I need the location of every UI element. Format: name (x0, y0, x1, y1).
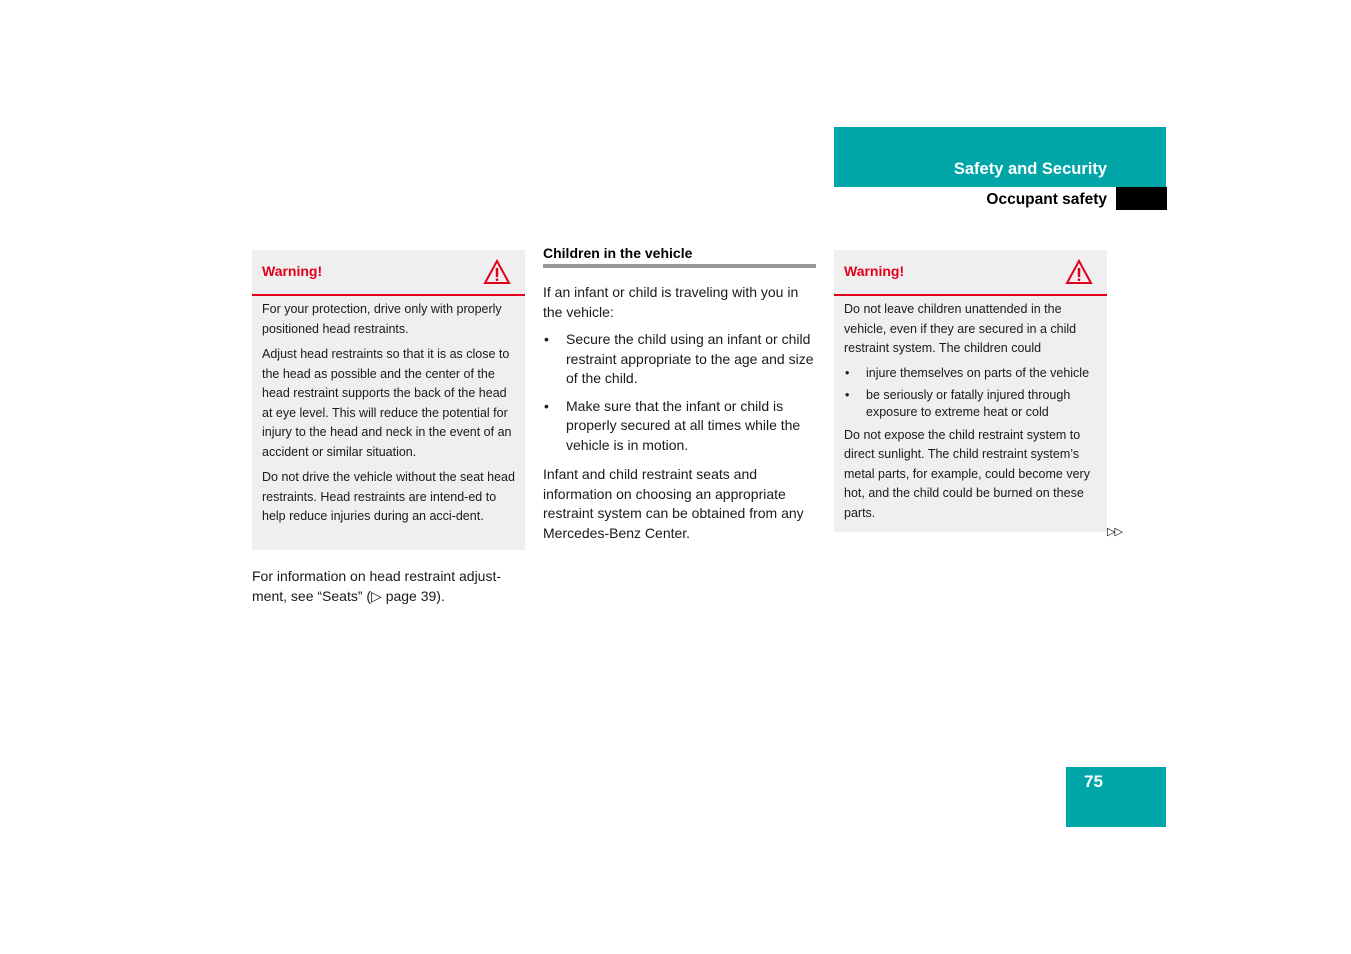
warning-body (252, 296, 525, 541)
warning-paragraph: Do not drive the vehicle without the seat head restraints. Head restraints are intend-ed to help reduce injuries during an acci-dent. (262, 470, 515, 523)
subsection-title: Occupant safety (986, 191, 1107, 208)
section-tab-marker (1116, 187, 1167, 210)
children-section (543, 245, 816, 543)
warning-header (252, 250, 525, 296)
warning-triangle-icon (1065, 259, 1093, 285)
children-heading: Children in the vehicle (543, 245, 816, 268)
warning-header (834, 250, 1107, 296)
warning-triangle-icon (483, 259, 511, 285)
warning-paragraph: For your protection, drive only with properly positioned head restraints. (262, 302, 502, 336)
list-item: • Make sure that the infant or child is properly secured at all times while the vehicle is in motion. (543, 397, 816, 456)
page-number: 75 (1084, 772, 1103, 791)
children-closing: Infant and child restraint seats and information on choosing an appropriate restraint system can be obtained from any Mercedes-Benz Center. (543, 466, 804, 541)
page-number-box (1066, 767, 1166, 827)
warning-bullet-list (844, 365, 1097, 421)
continue-arrows-icon: ▷▷ (1107, 526, 1122, 538)
head-restraint-reference: For information on head restraint adjust-ment, see “Seats” (▷ page 39). (252, 568, 502, 604)
warning-paragraph: Do not leave children unattended in the vehicle, even if they are secured in a child restraint system. The children could (844, 302, 1077, 355)
warning-box-children (834, 250, 1107, 532)
warning-title: Warning! (262, 263, 323, 279)
warning-paragraph: Do not expose the child restraint system to direct sunlight. The child restraint system’s metal parts, for example, could become very hot, and the child could be burned on these parts. (844, 427, 1090, 520)
warning-box-head-restraints (252, 250, 525, 550)
list-item: • injure themselves on parts of the vehicle (844, 365, 1097, 382)
warning-body (834, 296, 1107, 537)
warning-paragraph: Adjust head restraints so that it is as close to the head as possible and the center of the head restraint supports the back of the head at eye level. This will reduce the potential for injury to the head and neck in the event of an accident or similar situation. (262, 347, 512, 459)
warning-title: Warning! (844, 263, 905, 279)
children-bullet-list (543, 330, 816, 455)
list-item: • Secure the child using an infant or child restraint appropriate to the age and size of the child. (543, 330, 816, 389)
section-title: Safety and Security (953, 160, 1107, 178)
list-item: • be seriously or fatally injured through exposure to extreme heat or cold (844, 387, 1097, 421)
children-intro: If an infant or child is traveling with you in the vehicle: (543, 284, 799, 320)
